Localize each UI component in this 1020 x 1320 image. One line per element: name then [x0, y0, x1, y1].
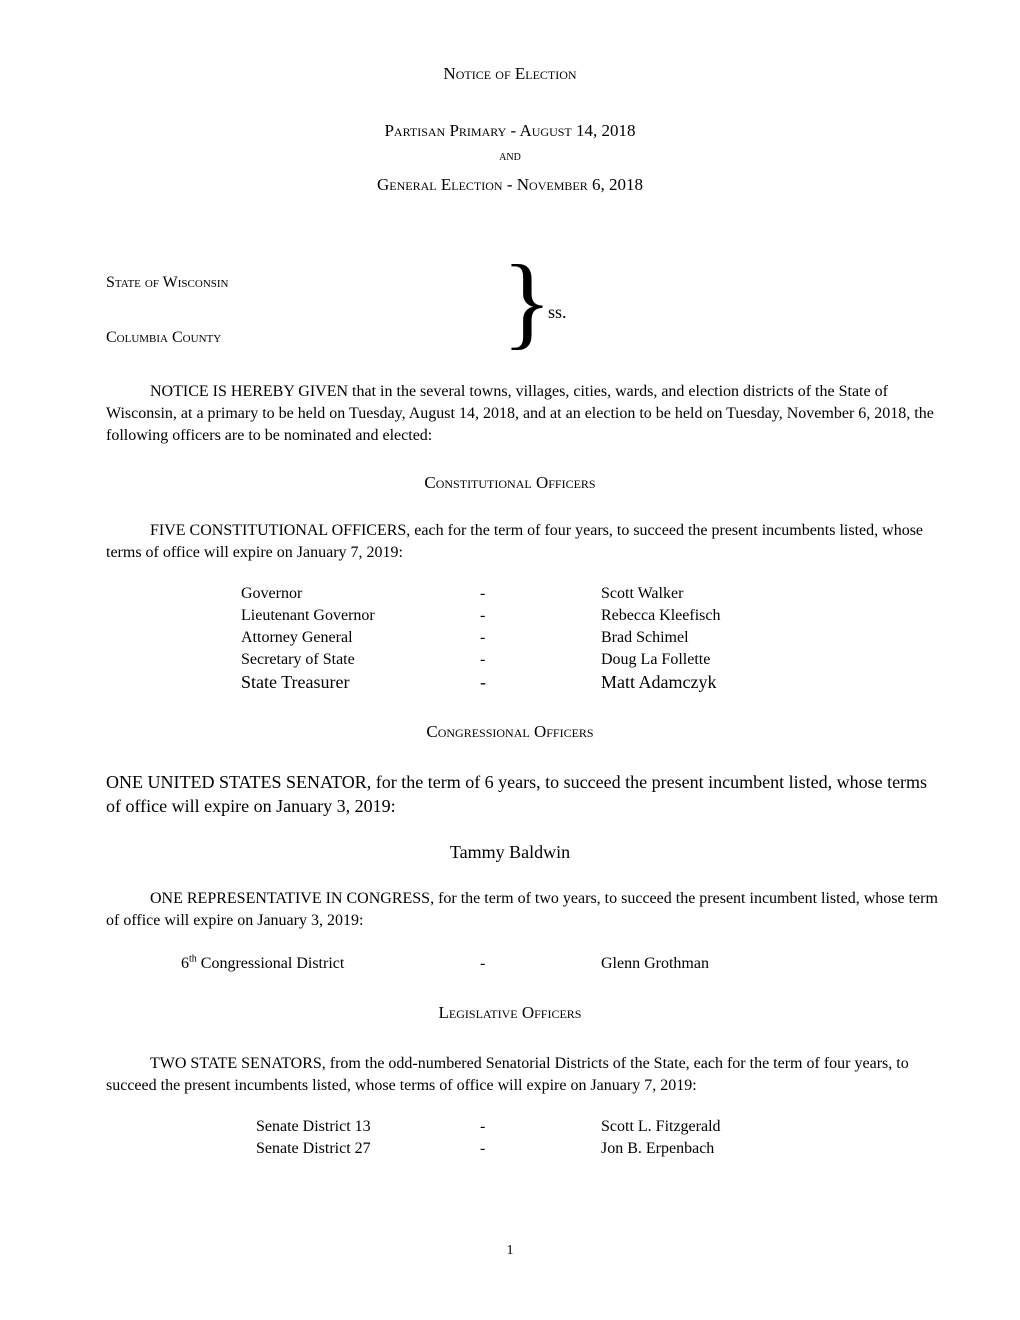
congressional-heading: Congressional Officers [426, 722, 594, 741]
state-label: State of Wisconsin [106, 274, 229, 291]
senator-intro: ONE UNITED STATES SENATOR, for the term of 6 years, to succeed the present incumbent listed, whose terms of office will expire on January 3, 2019: [106, 772, 928, 816]
office-label: Lieutenant Governor [241, 607, 375, 624]
office-label: Secretary of State [241, 651, 355, 668]
general-date-heading: General Election - November 6, 2018 [377, 175, 643, 194]
dash-separator: - [480, 607, 486, 624]
notice-paragraph [106, 381, 946, 447]
office-label: Governor [241, 585, 303, 602]
dash-separator: - [480, 1118, 486, 1135]
incumbent-name: Scott Walker [601, 585, 684, 602]
page-number: 1 [506, 1243, 514, 1258]
dash-separator: - [480, 1140, 486, 1157]
page-title: Notice of Election [443, 64, 577, 83]
district-ordinal-suffix: th [189, 953, 197, 965]
constitutional-intro [106, 520, 946, 564]
dash-separator: - [480, 955, 486, 972]
incumbent-name: Doug La Follette [601, 651, 711, 668]
dash-separator: - [480, 672, 486, 692]
incumbent-name: Rebecca Kleefisch [601, 607, 721, 624]
district-label-text: Congressional District [200, 955, 345, 972]
incumbent-name: Matt Adamczyk [601, 672, 717, 692]
county-label: Columbia County [106, 329, 222, 346]
primary-date-heading: Partisan Primary - August 14, 2018 [384, 121, 636, 140]
senator-incumbent-name: Tammy Baldwin [449, 842, 571, 862]
district-number: 6 [181, 955, 189, 972]
office-label: Attorney General [241, 629, 353, 646]
constitutional-heading: Constitutional Officers [424, 473, 596, 492]
venue-brace: } [502, 244, 552, 359]
and-connector: and [499, 149, 521, 164]
legislative-heading: Legislative Officers [438, 1003, 582, 1022]
dash-separator: - [480, 585, 486, 602]
senate-district-label: Senate District 13 [256, 1118, 371, 1135]
constitutional-intro-text: FIVE CONSTITUTIONAL OFFICERS, each for the term of four years, to succeed the present incumbents listed, whose terms of office will expire on January 7, 2019: [106, 522, 924, 561]
notice-text: NOTICE IS HEREBY GIVEN that in the several towns, villages, cities, wards, and election districts of the State of Wisconsin, at a primary to be held on Tuesday, August 14, 2018, and at an election to be held on Tuesday, November 6, 2018, the following officers are to be nominated and elected: [106, 383, 934, 444]
legislative-intro [106, 1053, 946, 1097]
representative-incumbent-name: Glenn Grothman [601, 955, 709, 972]
senate-district-label: Senate District 27 [256, 1140, 371, 1157]
legislative-intro-text: TWO STATE SENATORS, from the odd-numbered Senatorial Districts of the State, each for the term of four years, to succeed the present incumbents listed, whose terms of office will expire on January 7, 2019: [106, 1055, 909, 1094]
incumbent-name: Brad Schimel [601, 629, 689, 646]
representative-intro [106, 888, 946, 932]
ss-abbreviation: ss. [548, 302, 567, 322]
incumbent-name: Jon B. Erpenbach [601, 1140, 715, 1157]
dash-separator: - [480, 651, 486, 668]
dash-separator: - [480, 629, 486, 646]
congressional-district-label [181, 955, 344, 973]
representative-intro-text: ONE REPRESENTATIVE IN CONGRESS, for the term of two years, to succeed the present incumbent listed, whose term of office will expire on January 3, 2019: [106, 890, 938, 929]
office-label: State Treasurer [241, 672, 350, 692]
incumbent-name: Scott L. Fitzgerald [601, 1118, 721, 1135]
